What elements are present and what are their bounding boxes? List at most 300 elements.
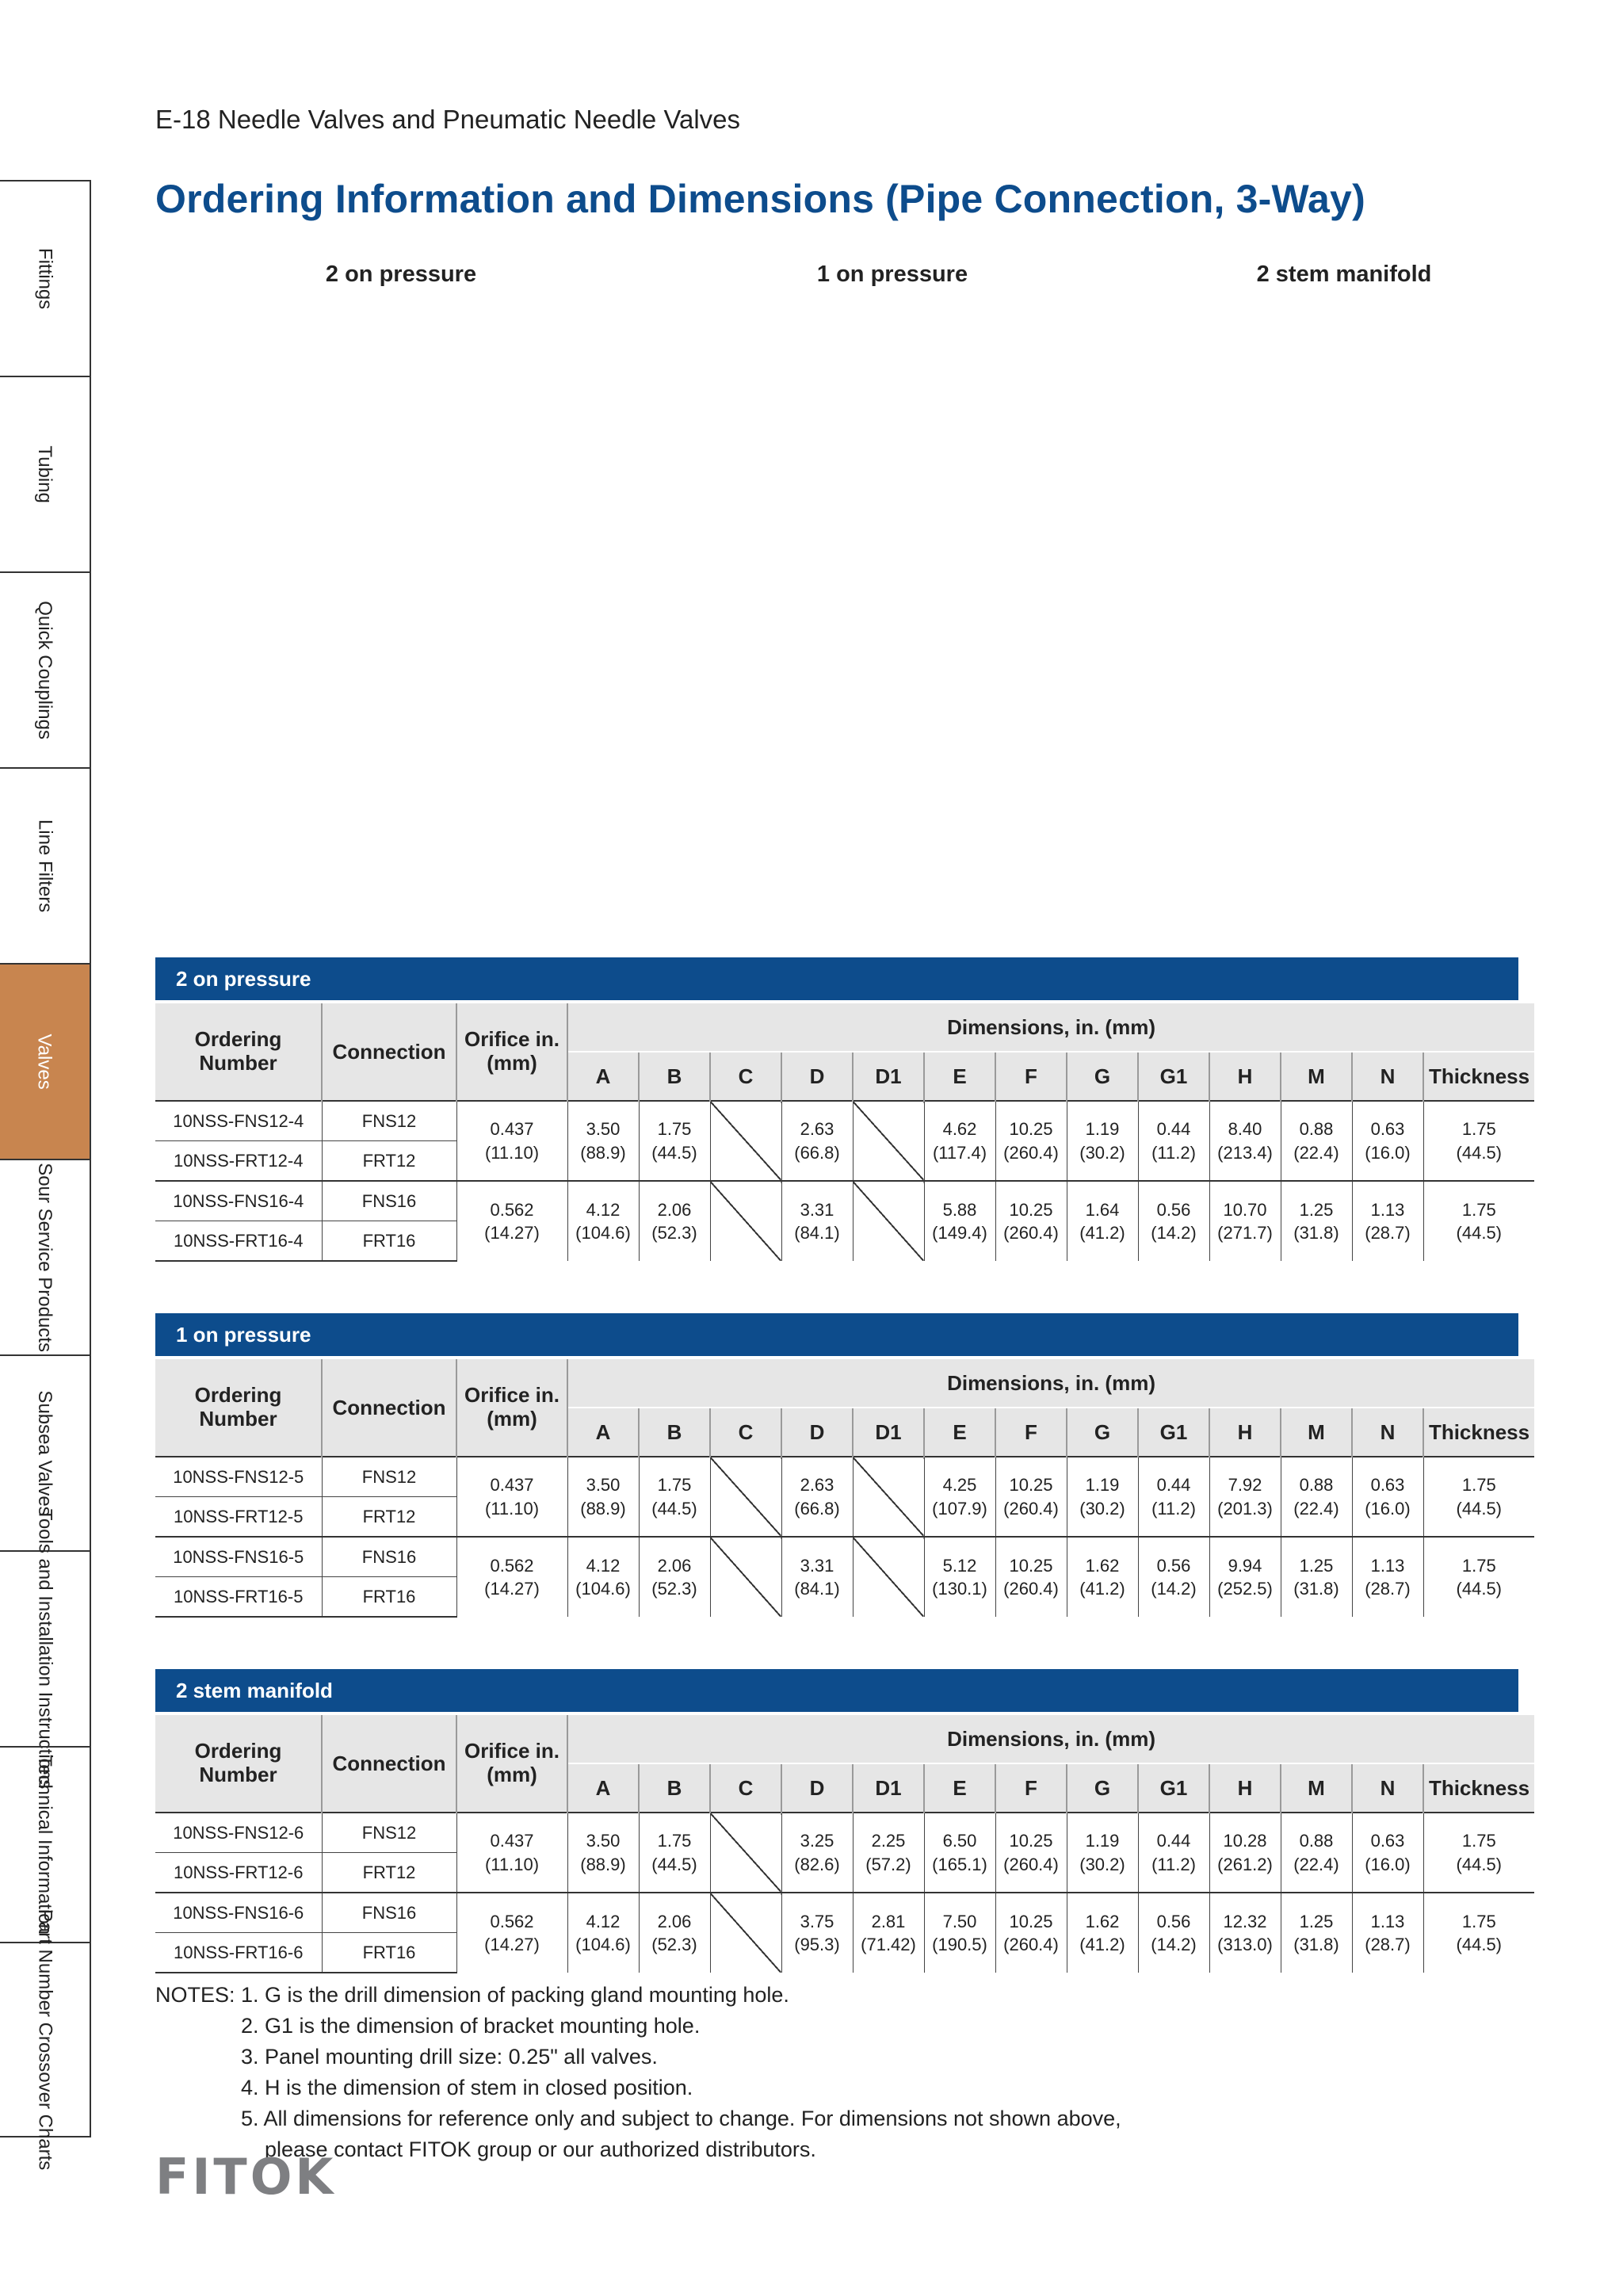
col-header-ordering-number: Ordering Number: [155, 1715, 322, 1813]
note-item: 3. Panel mounting drill size: 0.25" all valves.: [241, 2045, 658, 2069]
dim-cell-a: [567, 1813, 639, 1893]
side-tab-tubing[interactable]: [0, 376, 90, 571]
ordering-number-cell: 10NSS-FRT16-6: [155, 1933, 322, 1973]
orifice-cell: [456, 1893, 567, 1973]
section-title-bar: 2 stem manifold: [155, 1669, 1518, 1715]
col-header-d: D: [781, 1408, 853, 1457]
col-header-dimensions: Dimensions, in. (mm): [567, 1003, 1534, 1052]
col-header-n: N: [1352, 1408, 1423, 1457]
dim-cell-e: [924, 1181, 995, 1261]
dim-value: 4.25: [942, 1475, 977, 1496]
dim-value: 0.88: [1299, 1475, 1334, 1496]
page-header: E-18 Needle Valves and Pneumatic Needle Valves: [155, 105, 741, 134]
dim-value: (16.0): [1365, 1854, 1411, 1874]
dim-cell-thickness: [1423, 1101, 1534, 1181]
dim-value: (260.4): [1003, 1142, 1059, 1163]
dim-cell-c: [710, 1813, 781, 1893]
col-header-e: E: [924, 1408, 995, 1457]
dim-value: 3.25: [800, 1831, 834, 1851]
dim-value: (84.1): [794, 1579, 840, 1599]
dim-cell-d: [781, 1537, 853, 1617]
table-row: [155, 1101, 1534, 1141]
dim-cell-g: [1067, 1893, 1138, 1973]
connection-cell: FRT12: [322, 1497, 456, 1538]
dim-cell-d: [781, 1457, 853, 1537]
side-tab-fittings[interactable]: [0, 180, 90, 376]
col-header-g1: G1: [1138, 1052, 1209, 1101]
orifice-cell: [456, 1101, 567, 1181]
dim-cell-n: [1352, 1101, 1423, 1181]
dim-value: 2.06: [657, 1555, 692, 1576]
dim-value: (44.5): [1456, 1498, 1503, 1519]
dim-cell-f: [995, 1813, 1067, 1893]
dim-cell-c: [710, 1181, 781, 1261]
dim-cell-n: [1352, 1181, 1423, 1261]
dim-value: 1.19: [1085, 1475, 1120, 1496]
connection-cell: FNS12: [322, 1457, 456, 1497]
dimensions-table: [155, 1715, 1534, 1973]
dim-value: (16.0): [1365, 1498, 1411, 1519]
orifice-cell: [456, 1457, 567, 1537]
dim-value: 1.62: [1085, 1555, 1120, 1576]
note-continuation: please contact FITOK group or our authorized distributors.: [265, 2137, 816, 2161]
dim-cell-h: [1209, 1813, 1281, 1893]
connection-cell: FNS12: [322, 1101, 456, 1141]
col-header-b: B: [639, 1052, 710, 1101]
dim-cell-g1: [1138, 1537, 1209, 1617]
table-row: [155, 1457, 1534, 1497]
ordering-number-cell: 10NSS-FNS16-4: [155, 1181, 322, 1221]
side-tab-label: Fittings: [34, 247, 56, 310]
dim-value: 5.12: [942, 1555, 977, 1576]
figure-2-stem-manifold: [1154, 262, 1518, 288]
notes: [155, 1980, 1121, 2165]
dim-value: (22.4): [1293, 1854, 1339, 1874]
dim-value: 10.25: [1009, 1555, 1053, 1576]
connection-cell: FNS16: [322, 1181, 456, 1221]
col-header-n: N: [1352, 1763, 1423, 1813]
section-title-bar: 2 on pressure: [155, 957, 1518, 1003]
dim-cell-c: [710, 1537, 781, 1617]
dim-value: (52.3): [651, 1223, 697, 1243]
dim-cell-b: [639, 1101, 710, 1181]
dim-value: 0.44: [1156, 1831, 1191, 1851]
side-tab-tools-and-installation-instructions[interactable]: [0, 1508, 90, 1790]
dim-cell-e: [924, 1101, 995, 1181]
col-header-g: G: [1067, 1052, 1138, 1101]
dim-value: (82.6): [794, 1854, 840, 1874]
dim-value: (260.4): [1003, 1223, 1059, 1243]
dim-value: (84.1): [794, 1223, 840, 1243]
dim-value: 0.56: [1156, 1911, 1191, 1931]
dim-cell-g1: [1138, 1813, 1209, 1893]
dim-value: 0.63: [1370, 1831, 1405, 1851]
ordering-number-cell: 10NSS-FNS12-5: [155, 1457, 322, 1497]
col-header-e: E: [924, 1763, 995, 1813]
col-header-g: G: [1067, 1408, 1138, 1457]
col-header-a: A: [567, 1052, 639, 1101]
dim-value: 0.88: [1299, 1831, 1334, 1851]
dim-value: 2.63: [800, 1119, 834, 1140]
dim-cell-e: [924, 1893, 995, 1973]
dim-value: (11.2): [1151, 1498, 1196, 1519]
dim-value: 8.40: [1228, 1119, 1262, 1140]
dim-value: 10.25: [1009, 1475, 1053, 1496]
dim-value: 0.44: [1156, 1475, 1191, 1496]
dim-value: (261.2): [1217, 1854, 1273, 1874]
orifice-value: (11.10): [484, 1498, 540, 1519]
dim-value: (104.6): [575, 1223, 631, 1243]
dim-cell-g: [1067, 1181, 1138, 1261]
dim-value: 3.50: [586, 1475, 621, 1496]
dim-value: 4.12: [586, 1911, 621, 1931]
col-header-d: D: [781, 1763, 853, 1813]
table-section-2-stem-manifold: [155, 1669, 1530, 1973]
dim-cell-g1: [1138, 1893, 1209, 1973]
orifice-value: (14.27): [484, 1223, 540, 1243]
side-tab-line-filters[interactable]: [0, 767, 90, 963]
table-row: [155, 1537, 1534, 1577]
side-tab-label: Tools and Installation Instructions: [34, 1508, 56, 1790]
dim-cell-e: [924, 1537, 995, 1617]
dim-value: (190.5): [932, 1935, 987, 1954]
connection-cell: FNS16: [322, 1537, 456, 1577]
dim-value: (14.2): [1151, 1223, 1197, 1243]
dim-cell-m: [1281, 1813, 1352, 1893]
dim-value: (28.7): [1365, 1935, 1411, 1954]
side-tab-label: Subsea Valves: [34, 1390, 56, 1516]
dim-cell-h: [1209, 1101, 1281, 1181]
dimensions-table: [155, 1359, 1534, 1618]
dim-value: 9.94: [1228, 1555, 1262, 1576]
dim-value: (88.9): [580, 1854, 626, 1874]
dim-cell-d1: [853, 1893, 924, 1973]
dim-value: (71.42): [861, 1935, 916, 1954]
dim-cell-h: [1209, 1893, 1281, 1973]
dim-value: 3.75: [800, 1911, 834, 1931]
orifice-value: (14.27): [484, 1579, 540, 1599]
dim-cell-m: [1281, 1537, 1352, 1617]
dim-value: 10.25: [1009, 1831, 1053, 1851]
col-header-dimensions: Dimensions, in. (mm): [567, 1359, 1534, 1408]
dim-value: (31.8): [1293, 1579, 1339, 1599]
figure-title: 2 on pressure: [325, 262, 477, 287]
orifice-value: 0.437: [490, 1119, 534, 1140]
dim-cell-m: [1281, 1181, 1352, 1261]
dim-value: (44.5): [651, 1498, 697, 1519]
dim-value: 10.25: [1009, 1199, 1053, 1220]
side-tab-label: Valves: [34, 1033, 56, 1090]
dim-cell-d1: [853, 1101, 924, 1181]
dim-cell-b: [639, 1537, 710, 1617]
dim-value: (52.3): [651, 1935, 697, 1954]
page-title: Ordering Information and Dimensions (Pipe Connection, 3-Way): [155, 177, 1365, 221]
dim-value: 0.56: [1156, 1199, 1191, 1220]
dim-cell-e: [924, 1813, 995, 1893]
orifice-cell: [456, 1537, 567, 1617]
col-header-n: N: [1352, 1052, 1423, 1101]
col-header-dimensions: Dimensions, in. (mm): [567, 1715, 1534, 1763]
dim-value: (14.2): [1151, 1579, 1197, 1599]
orifice-value: (11.10): [484, 1854, 540, 1874]
dim-cell-d1: [853, 1181, 924, 1261]
dim-value: (30.2): [1079, 1854, 1125, 1874]
table-section-2-on-pressure: [155, 957, 1530, 1262]
dim-cell-g1: [1138, 1457, 1209, 1537]
dim-cell-c: [710, 1101, 781, 1181]
dim-value: (11.2): [1151, 1142, 1196, 1163]
dim-value: (201.3): [1217, 1498, 1273, 1519]
dim-cell-d: [781, 1181, 853, 1261]
col-header-g1: G1: [1138, 1763, 1209, 1813]
dim-value: 1.75: [657, 1831, 692, 1851]
orifice-value: 0.437: [490, 1475, 534, 1496]
col-header-g1: G1: [1138, 1408, 1209, 1457]
dim-value: 1.13: [1370, 1911, 1405, 1931]
note-item: 4. H is the dimension of stem in closed position.: [241, 2076, 693, 2099]
dim-cell-b: [639, 1893, 710, 1973]
ordering-number-cell: 10NSS-FRT12-6: [155, 1853, 322, 1893]
dim-value: 1.25: [1299, 1199, 1334, 1220]
dim-cell-m: [1281, 1893, 1352, 1973]
dim-value: (104.6): [575, 1935, 631, 1954]
dim-value: (30.2): [1079, 1142, 1125, 1163]
sidebar-tabs: [0, 180, 91, 2171]
dim-cell-thickness: [1423, 1181, 1534, 1261]
dim-cell-f: [995, 1893, 1067, 1973]
dim-value: 10.25: [1009, 1119, 1053, 1140]
col-header-thickness: Thickness: [1423, 1763, 1534, 1813]
dim-value: 10.28: [1223, 1831, 1267, 1851]
dim-value: (44.5): [1456, 1223, 1503, 1243]
dim-cell-a: [567, 1101, 639, 1181]
dim-cell-d1: [853, 1457, 924, 1537]
dim-cell-d1: [853, 1813, 924, 1893]
col-header-ordering-number: Ordering Number: [155, 1003, 322, 1101]
dim-value: 0.63: [1370, 1119, 1405, 1140]
dim-cell-thickness: [1423, 1893, 1534, 1973]
dim-value: (107.9): [932, 1498, 987, 1519]
dim-value: 6.50: [942, 1831, 977, 1851]
dim-value: 1.19: [1085, 1119, 1120, 1140]
dim-value: 4.12: [586, 1199, 621, 1220]
dim-value: 3.31: [800, 1555, 834, 1576]
side-tab-quick-couplings[interactable]: [0, 571, 90, 767]
col-header-d1: D1: [853, 1408, 924, 1457]
dim-value: (14.2): [1151, 1935, 1197, 1954]
col-header-thickness: Thickness: [1423, 1052, 1534, 1101]
dim-value: 10.70: [1223, 1199, 1267, 1220]
dim-cell-g: [1067, 1101, 1138, 1181]
side-tab-label: Technical Information: [34, 1755, 56, 1935]
dim-cell-f: [995, 1537, 1067, 1617]
dim-value: 1.75: [1461, 1911, 1496, 1931]
orifice-value: 0.562: [490, 1199, 534, 1220]
table-section-1-on-pressure: [155, 1313, 1530, 1618]
col-header-m: M: [1281, 1408, 1352, 1457]
section-title-bar: 1 on pressure: [155, 1313, 1518, 1359]
side-tab-part-number-crossover-charts[interactable]: [0, 1908, 90, 2171]
col-header-e: E: [924, 1052, 995, 1101]
dim-value: 0.56: [1156, 1555, 1191, 1576]
col-header-f: F: [995, 1052, 1067, 1101]
col-header-c: C: [710, 1052, 781, 1101]
col-header-d1: D1: [853, 1052, 924, 1101]
col-header-m: M: [1281, 1052, 1352, 1101]
notes-lead: NOTES:: [155, 1983, 235, 2007]
dim-value: (31.8): [1293, 1223, 1339, 1243]
col-header-c: C: [710, 1408, 781, 1457]
dim-cell-f: [995, 1457, 1067, 1537]
dim-value: (44.5): [651, 1142, 697, 1163]
dim-cell-a: [567, 1893, 639, 1973]
dim-value: (44.5): [1456, 1935, 1503, 1954]
dim-value: 1.75: [1461, 1119, 1496, 1140]
dim-value: 1.75: [1461, 1831, 1496, 1851]
dimensions-table: [155, 1003, 1534, 1262]
ordering-number-cell: 10NSS-FRT16-5: [155, 1577, 322, 1618]
orifice-cell: [456, 1813, 567, 1893]
dim-value: 2.63: [800, 1475, 834, 1496]
col-header-c: C: [710, 1763, 781, 1813]
dim-cell-n: [1352, 1813, 1423, 1893]
side-tab-sour-service-products[interactable]: [0, 1159, 90, 1354]
dim-value: (260.4): [1003, 1579, 1059, 1599]
col-header-a: A: [567, 1408, 639, 1457]
dim-value: 0.63: [1370, 1475, 1405, 1496]
dim-cell-n: [1352, 1893, 1423, 1973]
dim-cell-a: [567, 1537, 639, 1617]
dim-value: (260.4): [1003, 1935, 1059, 1954]
dim-cell-b: [639, 1181, 710, 1261]
dim-cell-e: [924, 1457, 995, 1537]
dim-value: (44.5): [1456, 1142, 1503, 1163]
ordering-number-cell: 10NSS-FNS16-6: [155, 1893, 322, 1933]
dim-value: (52.3): [651, 1579, 697, 1599]
connection-cell: FRT16: [322, 1933, 456, 1973]
orifice-value: (14.27): [484, 1935, 540, 1954]
dim-cell-f: [995, 1101, 1067, 1181]
note-item: 2. G1 is the dimension of bracket mounting hole.: [241, 2014, 701, 2038]
orifice-value: 0.562: [490, 1911, 534, 1931]
dim-cell-g1: [1138, 1181, 1209, 1261]
dim-value: (88.9): [580, 1498, 626, 1519]
dim-value: (271.7): [1217, 1223, 1273, 1243]
col-header-thickness: Thickness: [1423, 1408, 1534, 1457]
dim-value: (28.7): [1365, 1579, 1411, 1599]
dim-cell-h: [1209, 1457, 1281, 1537]
dim-cell-d: [781, 1813, 853, 1893]
dim-cell-g: [1067, 1457, 1138, 1537]
dim-value: (117.4): [932, 1142, 987, 1163]
dim-value: 5.88: [942, 1199, 977, 1220]
dim-cell-a: [567, 1457, 639, 1537]
dim-value: (260.4): [1003, 1854, 1059, 1874]
figure-2-on-pressure: [155, 262, 599, 288]
dim-cell-h: [1209, 1181, 1281, 1261]
col-header-g: G: [1067, 1763, 1138, 1813]
dim-cell-thickness: [1423, 1457, 1534, 1537]
dim-cell-c: [710, 1893, 781, 1973]
dim-value: (66.8): [794, 1498, 840, 1519]
connection-cell: FNS16: [322, 1893, 456, 1933]
col-header-d1: D1: [853, 1763, 924, 1813]
orifice-value: 0.562: [490, 1555, 534, 1576]
dim-cell-m: [1281, 1101, 1352, 1181]
dim-value: (11.2): [1151, 1854, 1196, 1874]
dim-cell-f: [995, 1181, 1067, 1261]
col-header-orifice: Orifice in. (mm): [456, 1359, 567, 1457]
dim-cell-a: [567, 1181, 639, 1261]
col-header-h: H: [1209, 1052, 1281, 1101]
table-row: [155, 1893, 1534, 1933]
col-header-b: B: [639, 1408, 710, 1457]
dim-value: (130.1): [932, 1579, 987, 1599]
dim-value: 1.75: [1461, 1475, 1496, 1496]
dim-value: 4.12: [586, 1555, 621, 1576]
orifice-value: 0.437: [490, 1831, 534, 1851]
dim-value: 2.06: [657, 1199, 692, 1220]
orifice-value: (11.10): [484, 1142, 540, 1163]
ordering-number-cell: 10NSS-FRT12-4: [155, 1141, 322, 1182]
dim-cell-thickness: [1423, 1813, 1534, 1893]
col-header-connection: Connection: [322, 1715, 456, 1813]
dim-value: 1.75: [1461, 1555, 1496, 1576]
dim-value: (41.2): [1079, 1579, 1125, 1599]
orifice-cell: [456, 1181, 567, 1261]
figure-title: 2 stem manifold: [1256, 262, 1432, 287]
dim-value: 0.44: [1156, 1119, 1191, 1140]
dim-value: 1.75: [657, 1119, 692, 1140]
side-tab-label: Line Filters: [34, 819, 56, 913]
dim-value: 1.64: [1085, 1199, 1120, 1220]
col-header-connection: Connection: [322, 1359, 456, 1457]
dim-value: 0.88: [1299, 1119, 1334, 1140]
dim-value: (44.5): [651, 1854, 697, 1874]
dim-cell-m: [1281, 1457, 1352, 1537]
side-tab-label: Part Number Crossover Charts: [34, 1908, 56, 2171]
dim-value: (22.4): [1293, 1498, 1339, 1519]
dim-cell-g1: [1138, 1101, 1209, 1181]
connection-cell: FRT12: [322, 1141, 456, 1182]
side-tab-label: Quick Couplings: [34, 601, 56, 739]
side-tab-valves[interactable]: [0, 963, 90, 1159]
col-header-b: B: [639, 1763, 710, 1813]
connection-cell: FRT16: [322, 1577, 456, 1618]
connection-cell: FNS12: [322, 1813, 456, 1853]
dim-value: (252.5): [1217, 1579, 1273, 1599]
dim-cell-c: [710, 1457, 781, 1537]
dim-value: 1.13: [1370, 1199, 1405, 1220]
dim-value: (16.0): [1365, 1142, 1411, 1163]
drawings-area: [155, 262, 1518, 888]
ordering-number-cell: 10NSS-FNS16-5: [155, 1537, 322, 1577]
fitok-logo: FITOK: [155, 2148, 337, 2206]
dim-value: (213.4): [1217, 1142, 1273, 1163]
dim-value: 7.50: [942, 1911, 977, 1931]
dim-cell-b: [639, 1813, 710, 1893]
dim-value: 10.25: [1009, 1911, 1053, 1931]
dim-value: (44.5): [1456, 1854, 1503, 1874]
col-header-a: A: [567, 1763, 639, 1813]
dim-value: 3.31: [800, 1199, 834, 1220]
dim-value: 4.62: [942, 1119, 977, 1140]
dim-value: (149.4): [932, 1223, 987, 1243]
dim-cell-n: [1352, 1457, 1423, 1537]
dim-value: (22.4): [1293, 1142, 1339, 1163]
col-header-orifice: Orifice in. (mm): [456, 1003, 567, 1101]
dim-value: (260.4): [1003, 1498, 1059, 1519]
